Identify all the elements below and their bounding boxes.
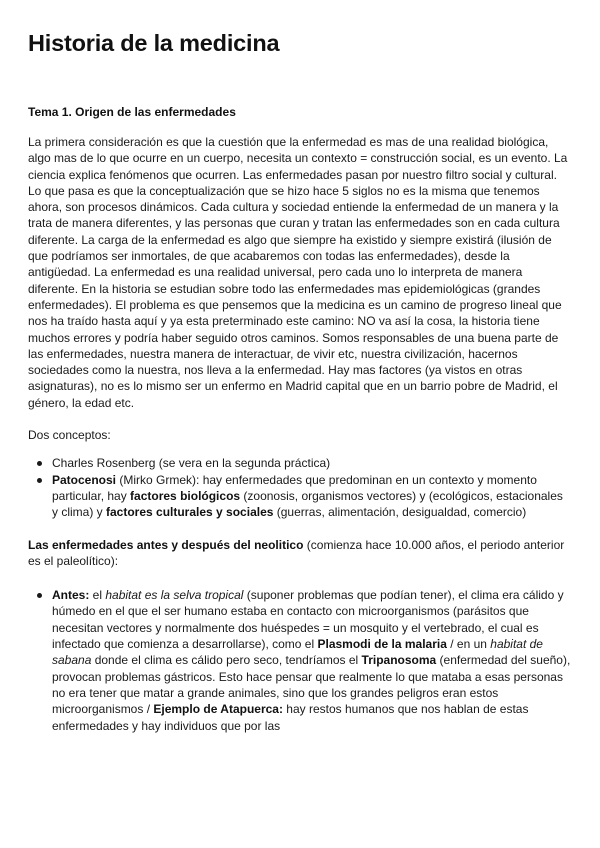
list-item [52, 587, 572, 734]
periods-list [28, 587, 572, 734]
antes-text: donde el clima es cálido pero seco, tendríamos el [91, 653, 362, 668]
concept-rosenberg-text: Charles Rosenberg (se vera en la segunda práctica) [52, 456, 331, 471]
concept-bold-term: factores biológicos [130, 488, 241, 503]
antes-text: hay restos humanos que nos hablan de estas enfermedades y hay individuos que por las [52, 702, 529, 733]
concepts-list [28, 455, 572, 520]
antes-label: Antes: [52, 588, 90, 603]
neolithic-section-intro [28, 537, 572, 570]
antes-text: el [89, 588, 106, 603]
concept-text: (Mirko Grmek): hay enfermedades que predominan en un contexto y momento particular, hay [52, 472, 537, 503]
list-item [52, 472, 572, 521]
section-heading-tema: Tema 1. Origen de las enfermedades [28, 105, 236, 119]
neolithic-section-title: Las enfermedades antes y después del neolitico [28, 537, 304, 552]
neolithic-section-note: (comienza hace 10.000 años, el periodo anterior es el paleolítico): [28, 537, 565, 568]
list-item [52, 455, 572, 471]
concept-text: (zoonosis, organismos vectores) y (ecológicos, estacionales y clima) y [52, 488, 563, 520]
antes-italic: habitat de sabana [52, 637, 543, 668]
antes-text: / en un [446, 637, 491, 652]
antes-text: (suponer problemas que podían tener), el clima era cálido y húmedo en el que el ser humano estaba en contacto con microorganismos (parásitos que necesitan vectores y normalmente dos huéspedes = un mosquito y el vertebrado, el cual es infectado que comienza a desarrollarse), como el [52, 588, 564, 652]
dos-conceptos-label: Dos conceptos: [28, 428, 111, 443]
antes-text: (enfermedad del sueño), provocan problemas gástricos. Esto hace pensar que realmente lo que mataba a esas personas no era tener que matar a grande animales, sino que los grandes peligros eran estos microorganismos / [52, 653, 571, 717]
antes-bold: Plasmodi de la malaria [317, 637, 447, 652]
page-title: Historia de la medicina [28, 30, 280, 56]
antes-bold: Tripanosoma [361, 653, 437, 668]
concept-patocenosi-term: Patocenosi [52, 472, 117, 487]
concept-bold-term: factores culturales y sociales [106, 505, 274, 520]
antes-italic: habitat es la selva tropical [105, 588, 244, 603]
antes-bold: Ejemplo de Atapuerca: [153, 702, 283, 717]
intro-paragraph: La primera consideración es que la cuestión que la enfermedad es mas de una realidad biológica, algo mas de lo que ocurre en un cuerpo, necesita un contexto = construcción social, es un evento. La ciencia explica fenómenos que ocurren. Las enfermedades pasan por nuestro filtro social y cultural. Lo que pasa es que la conceptualización que se hizo hace 5 siglos no es la misma que tenemos ahora, son procesos dinámicos. Cada cultura y sociedad entiende la enfermedad de un manera y la trata de manera diferentes, y las personas que curan y tratan las enfermedades son en cada cultura diferente. La carga de la enfermedad es algo que siempre ha existido y siempre existirá (ilusión de que podríamos ser inmortales, de que acabaremos con todas las enfermedades), desde la antigüedad. La enfermedad es una realidad universal, pero cada uno lo interpreta de manera diferente. En la historia se estudian sobre todo las enfermedades mas epidemiológicas (grandes enfermedades). El problema es que pensemos que la medicina es un camino de progreso lineal que nos ha traído hasta aquí y ya esta preterminado este camino: NO va así la cosa, la historia tiene muchos errores y podría haber seguido otros caminos. Somos responsables de una buena parte de las enfermedades, nuestra manera de interactuar, de vivir etc, nuestra civilización, hacernos sociedades como la nuestra, nos lleva a la enfermedad. Hay mas factores (ya vistos en otras asignaturas), no es lo mismo ser un enfermo en Madrid capital que en un barrio pobre de Madrid, el género, la edad etc. [28, 135, 568, 410]
concept-text: (guerras, alimentación, desigualdad, comercio) [273, 505, 527, 520]
